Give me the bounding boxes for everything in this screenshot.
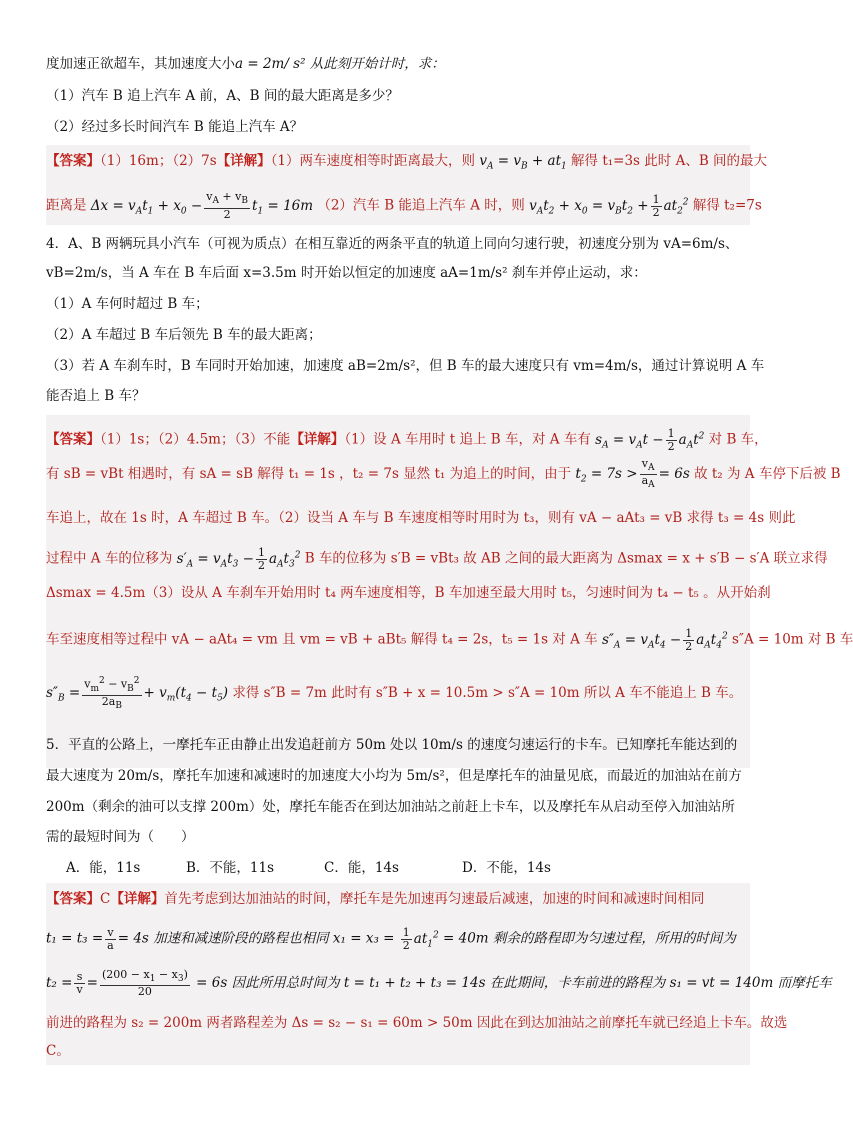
q3-part2: （2）经过多长时间汽车 B 能追上汽车 A？ xyxy=(46,119,304,135)
option-c[interactable]: C．能，14s xyxy=(324,860,399,876)
q4-detail-2b: 故 t₂ 为 A 车停下后被 B xyxy=(694,466,841,482)
q4-part3b: 能否追上 B 车？ xyxy=(46,388,146,404)
q5-detail-4: 前进的路程为 s₂ = 200m 两者路程差为 Δs = s₂ − s₁ = 60m > 50m 因此在到达加油站之前摩托车就已经追上卡车。故选 xyxy=(46,1015,788,1031)
q5-answer-box: 【答案】C【详解】首先考虑到达加油站的时间，摩托车是先加速再匀速最后减速，加速的时间和减速时间相同 t₁ = t₃ = $\frac{v}{a}$ = 4s 加速和减速阶段的路程也相同 x₁ = x₃ = $\frac{1}{2}$ $at_1^2 = 40m$ 剩余的路程即为匀速过程，所用的时间为 t₂ = $\frac{s}{v}$ = $\frac{(200 - x_1 - x_3)}{20}$ = 6s 因此所用总时间为 t = t₁ + t₂ + t₃ = 14s 在此期间，卡车前进的路程为 s₁ = vt = 140m 而摩托车 前进的路程为 s₂ = 200m 两者路程差为 Δs = s₂ − s₁ = 60m > 50m 因此在到达加油站之前摩托车就已经追上卡车。故选 C。 xyxy=(46,883,750,1065)
q4-detail-6b: s″A = 10m 对 B 车 xyxy=(732,631,853,648)
q4-part1: （1）A 车何时超过 B 车； xyxy=(46,296,209,312)
q4-detail-7: 求得 s″B = 7m 此时有 s″B + x = 10.5m > s″A = 10m 所以 A 车不能追上 B 车。 xyxy=(232,685,743,701)
answer-tag: 【答案】 xyxy=(46,153,100,169)
q5-answer: C xyxy=(100,891,111,907)
q3-answer: （1）16m；（2）7s xyxy=(100,153,217,169)
q5-stem-4: 需的最短时间为（ ） xyxy=(46,829,195,845)
q5-detail-1: 首先考虑到达加油站的时间，摩托车是先加速再匀速最后减速，加速的时间和减速时间相同 xyxy=(164,891,705,907)
q4-answer: （1）1s；（2）4.5m；（3）不能 xyxy=(100,431,291,448)
q4-part2: （2）A 车超过 B 车后领先 B 车的最大距离； xyxy=(46,327,322,343)
q3-answer-box: 【答案】（1）16m；（2）7s【详解】（1）两车速度相等时距离最大，则 $v_A = v_B + at_1$ 解得 t₁=3s 此时 A、B 间的最大 距离是 $\Delta x = v_At_1 + x_0$ − $\frac{v_A + v_B}{2}$ $t_1 = 16m$ （2）汽车 B 能追上汽车 A 时，则 $v_At_2 + x_0 = v_Bt_2$ + $\frac{1}{2}$ $at_2^2$ 解得 t₂=7s xyxy=(46,145,750,225)
detail-tag: 【详解】 xyxy=(110,891,165,907)
q5-stem-3: 200m（剩余的油可以支撑 200m）处，摩托车能否在到达加油站之前赶上卡车，以及摩托车从启动至停入加油站所 xyxy=(46,799,735,815)
q5-detail-5: C。 xyxy=(46,1043,70,1059)
option-b[interactable]: B．不能，11s xyxy=(186,860,275,876)
q5-detail-2a: t₁ = t₃ = xyxy=(46,930,104,947)
option-a[interactable]: A．能，11s xyxy=(66,860,141,876)
answer-tag: 【答案】 xyxy=(46,891,100,907)
q4-detail-4b: B 车的位移为 s′B = vBt₃ 故 AB 之间的最大距离为 Δsmax = x + s′B − s′A 联立求得 xyxy=(304,550,828,567)
option-d[interactable]: D．不能，14s xyxy=(462,860,551,876)
q4-answer-box: 【答案】（1）1s；（2）4.5m；（3）不能【详解】（1）设 A 车用时 t 追上 B 车，对 A 车有 $s_A = v_At$ − $\frac{1}{2}$ $a_At^2$ 对 B 车， 有 sB = vBt 相遇时，有 sA = sB 解得 t₁ = 1s ，t₂ = 7s 显然 t₁ 为追上的时间，由于 $t_2 = 7s$ > $\frac{v_A}{a_A}$ = 6s 故 t₂ 为 A 车停下后被 B 车追上，故在 1s 时，A 车超过 B 车。（2）设当 A 车与 B 车速度相等时用时为 t₃，则有 vA − aAt₃ = vB 求得 t₃ = 4s 则此 过程中 A 车的位移为 $s'_A = v_At_3$ − $\frac{1}{2}$ $a_At_3^2$ B 车的位移为 s′B = vBt₃ 故 AB 之间的最大距离为 Δsmax = x + s′B − s′A 联立求得 Δsmax = 4.5m（3）设从 A 车刹车开始用时 t₄ 两车速度相等，B 车加速至最大用时 t₅，匀速时间为 t₄ − t₅ 。从开始刹 车至速度相等过程中 vA − aAt₄ = vm 且 vm = vB + aBt₅ 解得 t₄ = 2s，t₅ = 1s 对 A 车 $s''_A = v_At_4$ − $\frac{1}{2}$ $a_At_4^2$ s″A = 10m 对 B 车 $s''_B$ = $\frac{v_m^2 - v_B^2}{2a_B}$ + $v_m(t_4 - t_5)$ 求得 s″B = 7m 此时有 s″B + x = 10.5m > s″A = 10m 所以 A 车不能追上 B 车。 xyxy=(46,415,750,768)
q5-detail-3a: t₂ = xyxy=(46,975,73,991)
q5-stem-2: 最大速度为 20m/s，摩托车加速和减速时的加速度大小均为 5m/s²，但是摩托车的油量见底，而最近的加油站在前方 xyxy=(46,768,742,784)
q4-stem-1: 4．A、B 两辆玩具小汽车（可视为质点）在相互靠近的两条平直的轨道上同向匀速行驶，初速度分别为 vA=6m/s、 xyxy=(46,236,739,252)
q5-options xyxy=(46,858,746,878)
q4-part3a: （3）若 A 车刹车时，B 车同时开始加速，加速度 aB=2m/s²，但 B 车的最大速度只有 vm=4m/s，通过计算说明 A 车 xyxy=(46,358,765,374)
q3-accel: a = 2m/ s² 从此刻开始计时，求： xyxy=(235,56,445,72)
q3-detail-2b: （2）汽车 B 能追上汽车 A 时，则 xyxy=(317,197,525,214)
q3-detail-2a: 距离是 xyxy=(46,197,87,214)
q4-detail-1b: 对 B 车， xyxy=(708,431,768,448)
q4-detail-5: Δsmax = 4.5m（3）设从 A 车刹车开始用时 t₄ 两车速度相等，B 车加速至最大用时 t₅，匀速时间为 t₄ − t₅ 。从开始刹 xyxy=(46,585,771,601)
q4-detail-6a: 车至速度相等过程中 vA − aAt₄ = vm 且 vm = vB + aBt₅ 解得 t₄ = 2s，t₅ = 1s 对 A 车 xyxy=(46,631,598,648)
q3-part1: （1）汽车 B 追上汽车 A 前，A、B 间的最大距离是多少？ xyxy=(46,88,399,104)
q4-detail-4a: 过程中 A 车的位移为 xyxy=(46,550,173,567)
detail-tag: 【详解】 xyxy=(290,431,345,448)
q3-lead: 度加速正欲超车，其加速度大小 xyxy=(46,56,235,72)
q3-lead-line xyxy=(46,54,445,74)
q5-detail-2b: = 4s 加速和减速阶段的路程也相同 x₁ = x₃ = xyxy=(117,930,395,947)
q4-detail-3: 车追上，故在 1s 时，A 车超过 B 车。（2）设当 A 车与 B 车速度相等时用时为 t₃，则有 vA − aAt₃ = vB 求得 t₃ = 4s 则此 xyxy=(46,510,796,526)
q5-detail-2c: = 40m 剩余的路程即为匀速过程，所用的时间为 xyxy=(443,930,736,947)
q3-detail-1a: （1）两车速度相等时距离最大，则 xyxy=(270,153,476,169)
detail-tag: 【详解】 xyxy=(216,153,271,169)
q3-detail-1b: 解得 t₁=3s 此时 A、B 间的最大 xyxy=(571,153,768,169)
q3-detail-2c: 解得 t₂=7s xyxy=(692,197,762,214)
q5-detail-3b: = 6s 因此所用总时间为 t = t₁ + t₂ + t₃ = 14s 在此期间，卡车前进的路程为 s₁ = vt = 140m 而摩托车 xyxy=(196,975,832,991)
q4-detail-2: 有 sB = vBt 相遇时，有 sA = sB 解得 t₁ = 1s ，t₂ = 7s 显然 t₁ 为追上的时间，由于 xyxy=(46,466,572,482)
q4-stem-2: vB=2m/s，当 A 车在 B 车后面 x=3.5m 时开始以恒定的加速度 aA=1m/s² 刹车并停止运动，求： xyxy=(46,265,647,281)
q4-detail-1: （1）设 A 车用时 t 追上 B 车，对 A 车有 xyxy=(344,431,591,448)
answer-tag: 【答案】 xyxy=(46,431,100,448)
q5-stem-1: 5．平直的公路上，一摩托车正由静止出发追赶前方 50m 处以 10m/s 的速度匀速运行的卡车。已知摩托车能达到的 xyxy=(46,737,738,753)
